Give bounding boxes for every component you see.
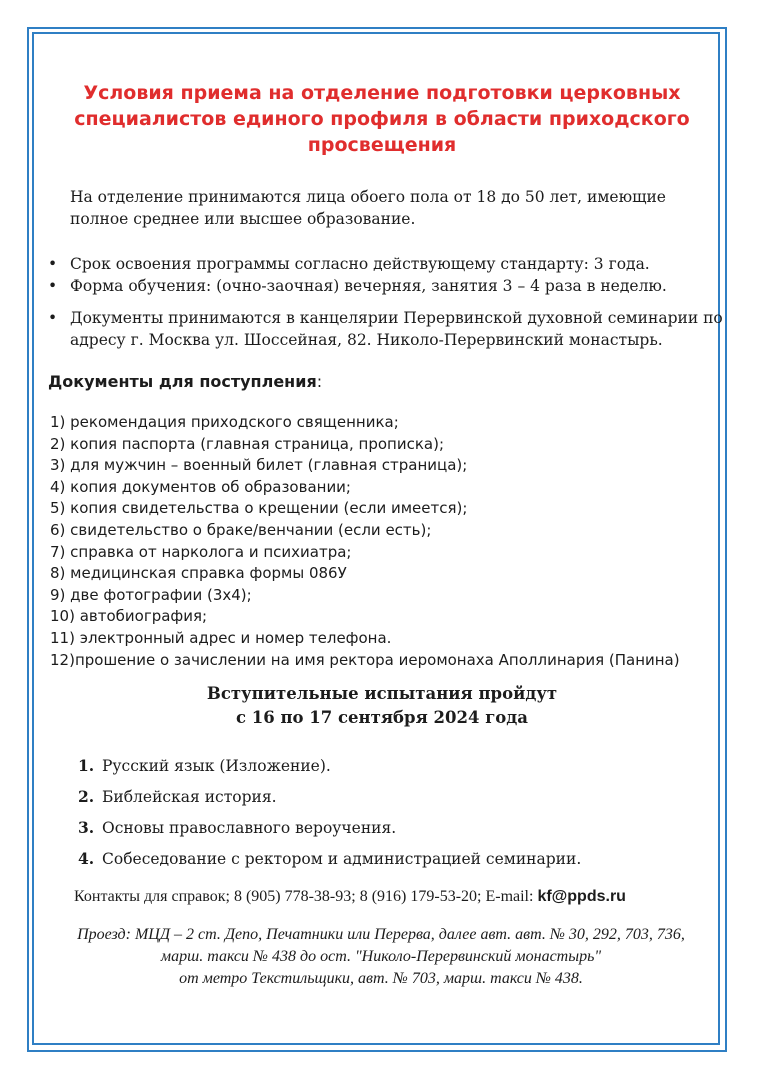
list-item: 3. Основы православного вероучения. [78, 818, 397, 837]
list-item: 2. Библейская история. [78, 787, 277, 806]
exams-list [78, 755, 718, 879]
list-item: 3) для мужчин – военный билет (главная страница); [50, 456, 468, 475]
list-item: 2) копия паспорта (главная страница, прописка); [50, 434, 444, 453]
contacts-line: Контакты для справок; 8 (905) 778-38-93; 8 (916) 179-53-20; E-mail: kf@ppds.ru [74, 888, 626, 905]
condition-duration: • Срок освоения программы согласно действующему стандарту: 3 года. [48, 253, 728, 275]
list-item: 9) две фотографии (3х4); [50, 585, 252, 604]
exams-heading: Вступительные испытания пройдут с 16 по 17 сентября 2024 года [206, 684, 558, 727]
list-item: 12)прошение о зачислении на имя ректора иеромонаха Аполлинария (Панина) [50, 650, 680, 669]
list-item: 11) электронный адрес и номер телефона. [50, 628, 392, 647]
list-item: 1) рекомендация приходского священника; [50, 413, 399, 431]
list-item: 8) медицинская справка формы 086У [50, 564, 347, 583]
list-item: 1. Русский язык (Изложение). [78, 756, 331, 775]
documents-list [50, 412, 730, 671]
conditions-list [48, 253, 728, 351]
list-item: 6) свидетельство о браке/венчании (если есть); [50, 520, 432, 539]
list-item: 10) автобиография; [50, 607, 208, 626]
condition-documents-place: • Документы принимаются в канцелярии Перервинской духовной семинарии по адресу г. Москва ул. Шоссейная, 82. Николо-Перервинский монастырь. [48, 307, 728, 351]
directions-block: Проезд: МЦД – 2 ст. Депо, Печатники или Перерва, далее авт. авт. № 30, 292, 703, 736, марш. такси № 438 до ост. "Николо-Перервинский монастырь" от метро Текстильщики, авт. № 703, марш. такси № 438. [77, 926, 685, 987]
list-item: 4) копия документов об образовании; [50, 477, 351, 496]
list-item: 5) копия свидетельства о крещении (если имеется); [50, 499, 468, 518]
list-item: 7) справка от нарколога и психиатра; [50, 542, 352, 561]
condition-form: • Форма обучения: (очно-заочная) вечерняя, занятия 3 – 4 раза в неделю. [48, 275, 728, 297]
intro-paragraph: На отделение принимаются лица обоего пола от 18 до 50 лет, имеющие полное среднее или высшее образование. [70, 188, 666, 228]
documents-heading: Документы для поступления: [48, 372, 323, 391]
list-item: 4. Собеседование с ректором и администрацией семинарии. [78, 849, 582, 868]
page-title: Условия приема на отделение подготовки церковных специалистов единого профиля в области приходского просвещения [74, 82, 690, 156]
email-address: kf@ppds.ru [537, 888, 626, 905]
